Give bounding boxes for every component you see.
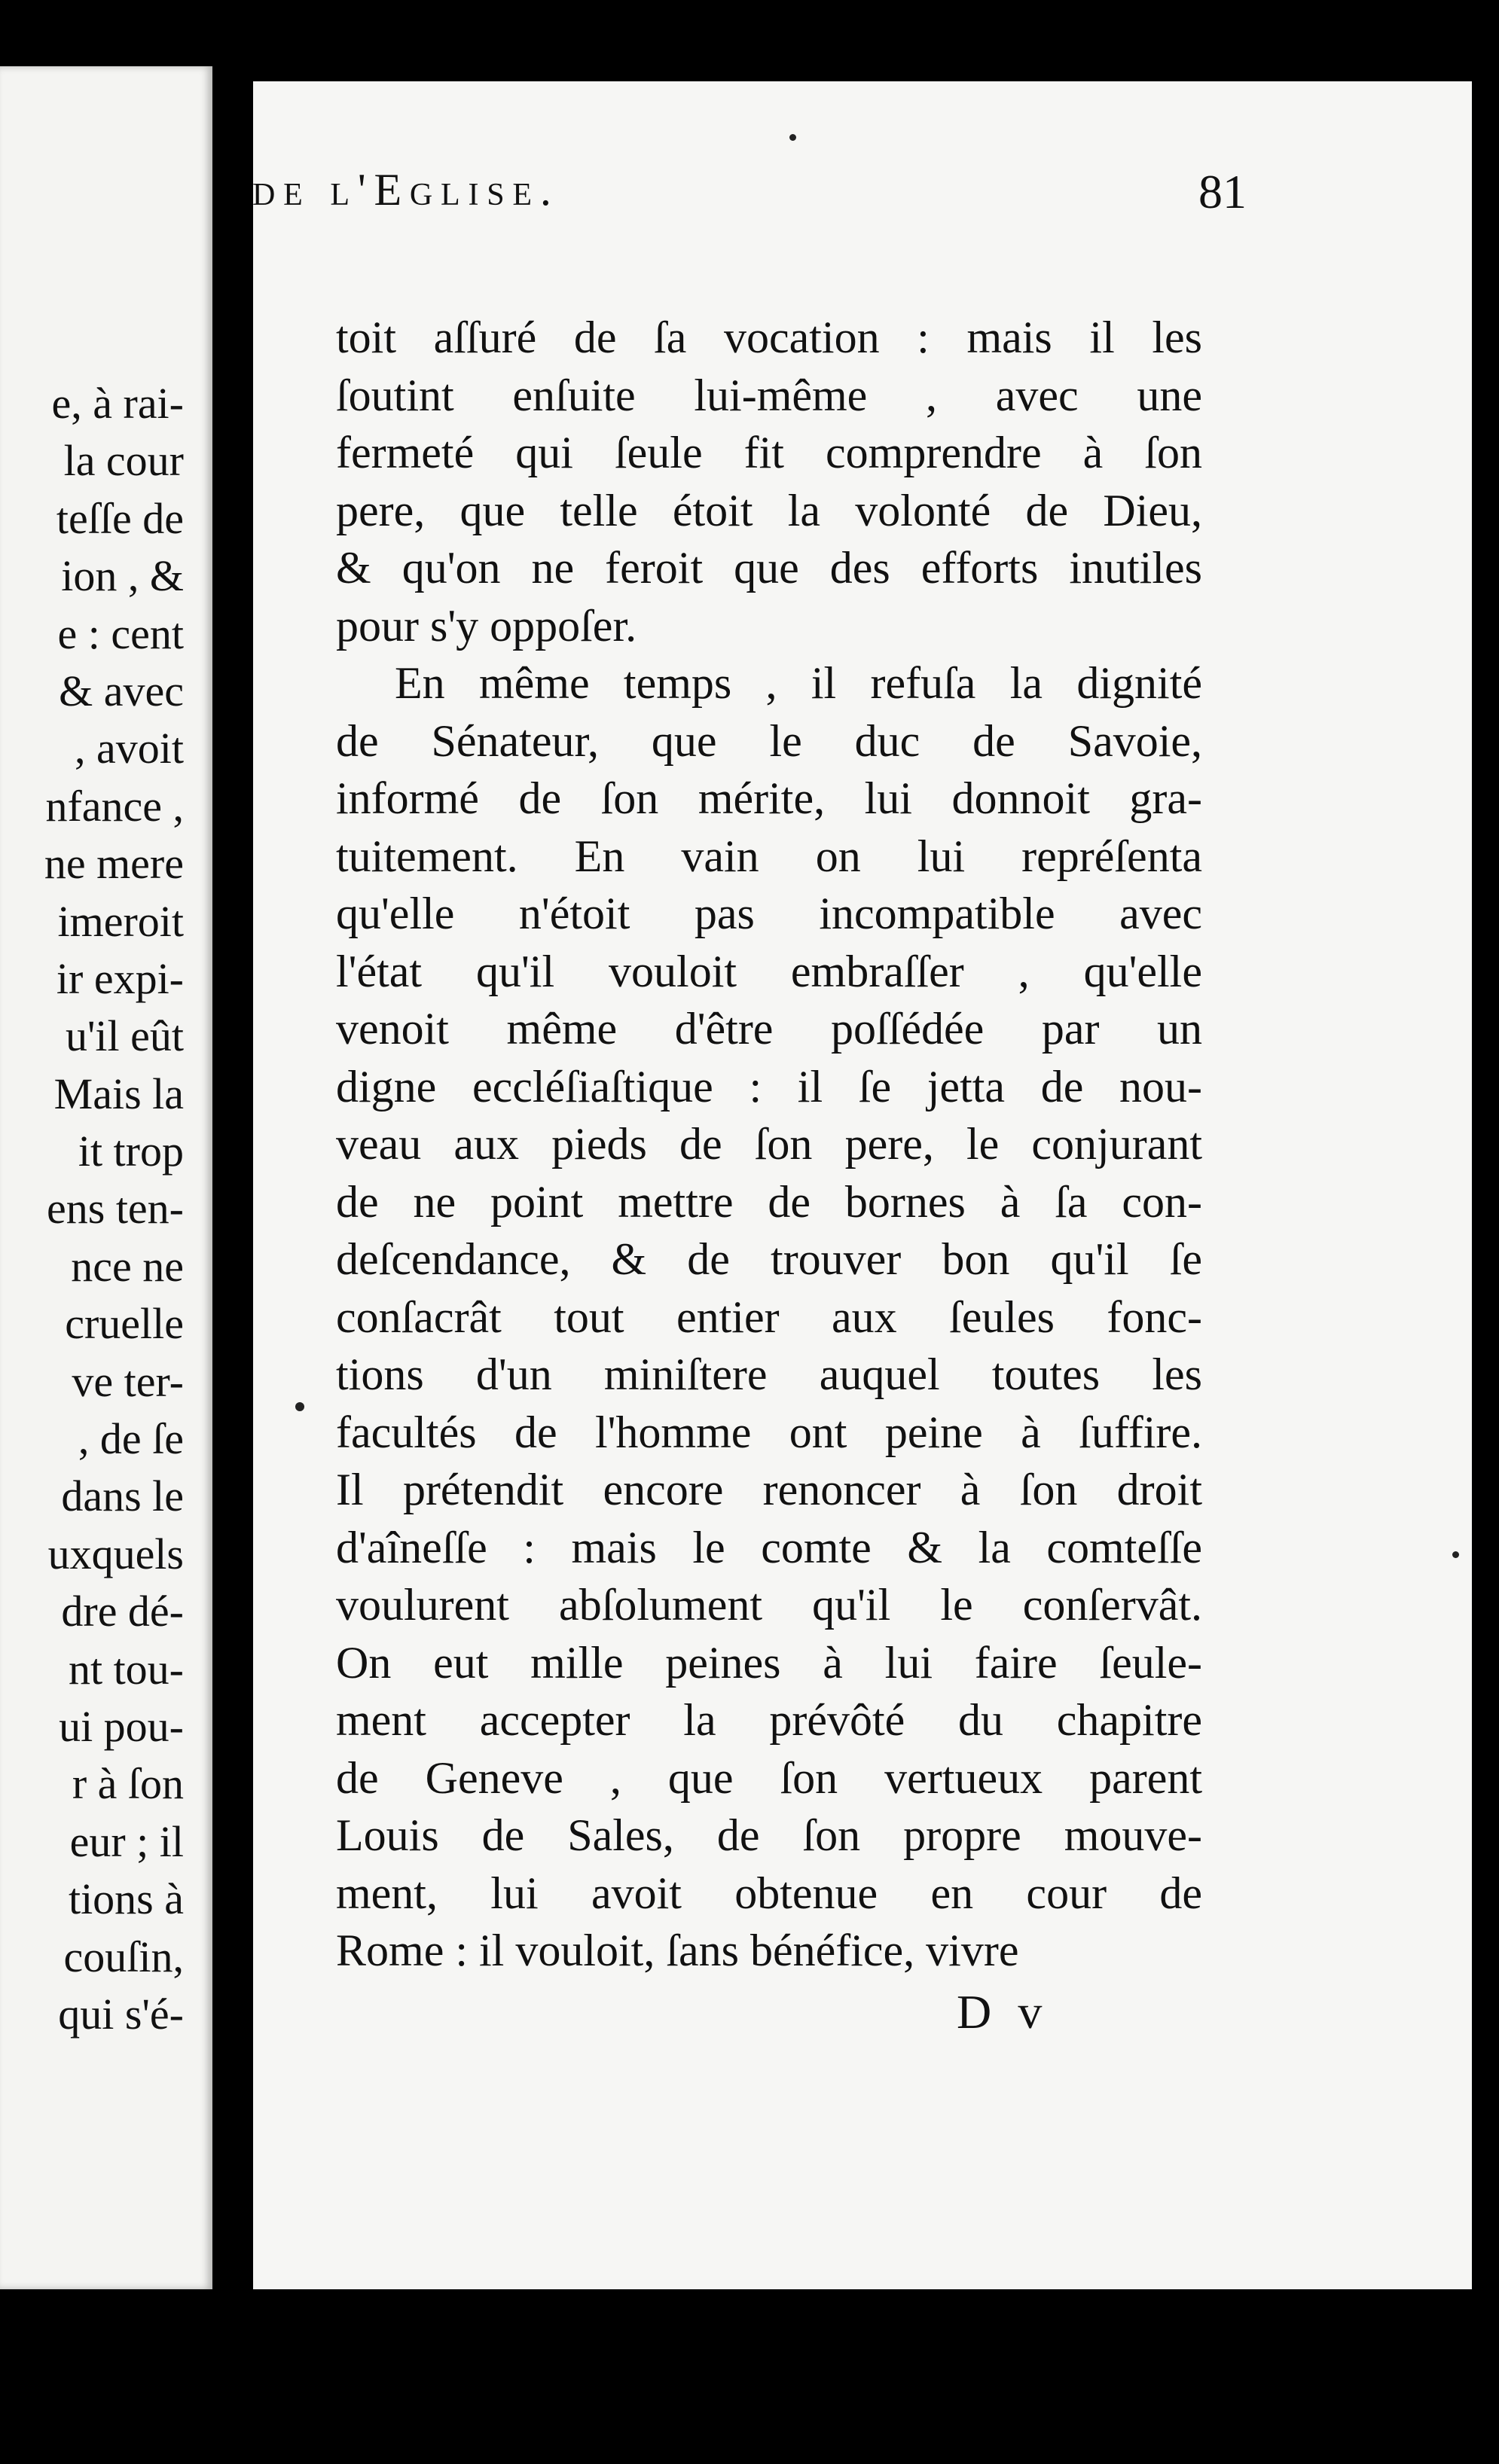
previous-page-line: u'il eût bbox=[65, 1011, 184, 1061]
text-line: ment accepter la prévôté du chapitre bbox=[336, 1695, 1202, 1745]
previous-page-line: ion , & bbox=[61, 551, 184, 601]
paper-speck bbox=[295, 1402, 304, 1411]
previous-page-line: nce ne bbox=[71, 1241, 184, 1291]
book-gutter bbox=[212, 0, 258, 2464]
text-line: de ne point mettre de bornes à ſa con- bbox=[336, 1176, 1202, 1227]
text-line: pere, que telle étoit la volonté de Dieu, bbox=[336, 485, 1202, 535]
previous-page-line: imeroit bbox=[57, 896, 184, 946]
previous-page-line: ir expi- bbox=[56, 953, 184, 1003]
text-line: facultés de l'homme ont peine à ſuffire. bbox=[336, 1407, 1202, 1457]
previous-page-text bbox=[0, 375, 184, 2043]
text-line: conſacrât tout entier aux ſeules fonc- bbox=[336, 1291, 1202, 1342]
previous-page-line: ne mere bbox=[44, 839, 184, 889]
text-line: digne eccléſiaſtique : il ſe jetta de nou- bbox=[336, 1061, 1202, 1112]
previous-page-line: it trop bbox=[78, 1127, 184, 1176]
text-line: deſcendance, & de trouver bon qu'il ſe bbox=[336, 1234, 1202, 1284]
previous-page-line: e, à rai- bbox=[51, 379, 184, 428]
previous-page-line: e : cent bbox=[57, 608, 184, 658]
previous-page-line: dre dé- bbox=[61, 1587, 184, 1636]
text-line: On eut mille peines à lui faire ſeule- bbox=[336, 1637, 1202, 1688]
signature-mark: D v bbox=[957, 1985, 1050, 2039]
previous-page-line: uxquels bbox=[47, 1529, 184, 1578]
previous-page-line: teſſe de bbox=[56, 493, 184, 543]
previous-page-line: Mais la bbox=[53, 1069, 184, 1118]
previous-page-line: , de ſe bbox=[78, 1414, 184, 1464]
previous-page-line: nt tou- bbox=[68, 1644, 184, 1694]
text-line: d'aîneſſe : mais le comte & la comteſſe bbox=[336, 1522, 1202, 1572]
text-line: ment, lui avoit obtenue en cour de bbox=[336, 1868, 1202, 1918]
text-line: de Geneve , que ſon vertueux parent bbox=[336, 1752, 1202, 1803]
previous-page-line: nfance , bbox=[45, 781, 184, 831]
text-line: ſoutint enſuite lui-même , avec une bbox=[336, 370, 1202, 420]
page-number: 81 bbox=[1198, 165, 1247, 218]
previous-page-line: ui pou- bbox=[59, 1701, 184, 1751]
text-line: Il prétendit encore renoncer à ſon droit bbox=[336, 1465, 1202, 1514]
text-line: veau aux pieds de ſon pere, le conjurant bbox=[336, 1119, 1202, 1169]
text-line: venoit même d'être poſſédée par un bbox=[336, 1004, 1202, 1054]
paper-speck bbox=[1452, 1551, 1459, 1558]
previous-page-line: la cour bbox=[63, 436, 184, 486]
previous-page-line: qui s'é- bbox=[58, 1989, 184, 2039]
previous-page-line: tions à bbox=[68, 1874, 184, 1924]
text-line: voulurent abſolument qu'il le conſervât. bbox=[336, 1580, 1202, 1630]
text-line: tions d'un miniſtere auquel toutes les bbox=[336, 1349, 1202, 1399]
text-line: toit aſſuré de ſa vocation : mais il les bbox=[336, 313, 1202, 362]
text-line: pour s'y oppoſer. bbox=[336, 600, 637, 651]
previous-page-line: eur ; il bbox=[69, 1816, 184, 1866]
text-line: Louis de Sales, de ſon propre mouve- bbox=[336, 1810, 1202, 1860]
text-line: de Sénateur, que le duc de Savoie, bbox=[336, 715, 1202, 766]
previous-page-line: ve ter- bbox=[72, 1356, 184, 1406]
previous-page-line: couſin, bbox=[63, 1932, 184, 1981]
previous-page-line: ens ten- bbox=[47, 1184, 184, 1234]
text-line: En même temps , il refuſa la dignité bbox=[395, 658, 1202, 708]
previous-page-line: cruelle bbox=[65, 1299, 184, 1349]
text-line: tuitement. En vain on lui repréſenta bbox=[336, 831, 1202, 881]
previous-page-line: r à ſon bbox=[72, 1759, 184, 1809]
text-line: l'état qu'il vouloit embraſſer , qu'elle bbox=[336, 946, 1202, 996]
text-line: qu'elle n'étoit pas incompatible avec bbox=[336, 889, 1202, 938]
previous-page-fragment bbox=[0, 66, 212, 2289]
text-line: fermeté qui ſeule fit comprendre à ſon bbox=[336, 428, 1202, 477]
running-head-title: de l'Eglise. bbox=[252, 165, 560, 215]
previous-page-line: , avoit bbox=[75, 724, 184, 773]
paper-speck bbox=[789, 134, 796, 141]
text-line: & qu'on ne feroit que des efforts inutiles bbox=[336, 543, 1202, 593]
previous-page-line: dans le bbox=[61, 1471, 184, 1521]
text-line: informé de ſon mérite, lui donnoit gra- bbox=[336, 773, 1202, 823]
body-text bbox=[336, 309, 1202, 1980]
previous-page-line: & avec bbox=[59, 666, 184, 715]
text-line: Rome : il vouloit, ſans bénéfice, vivre bbox=[336, 1926, 1019, 1975]
